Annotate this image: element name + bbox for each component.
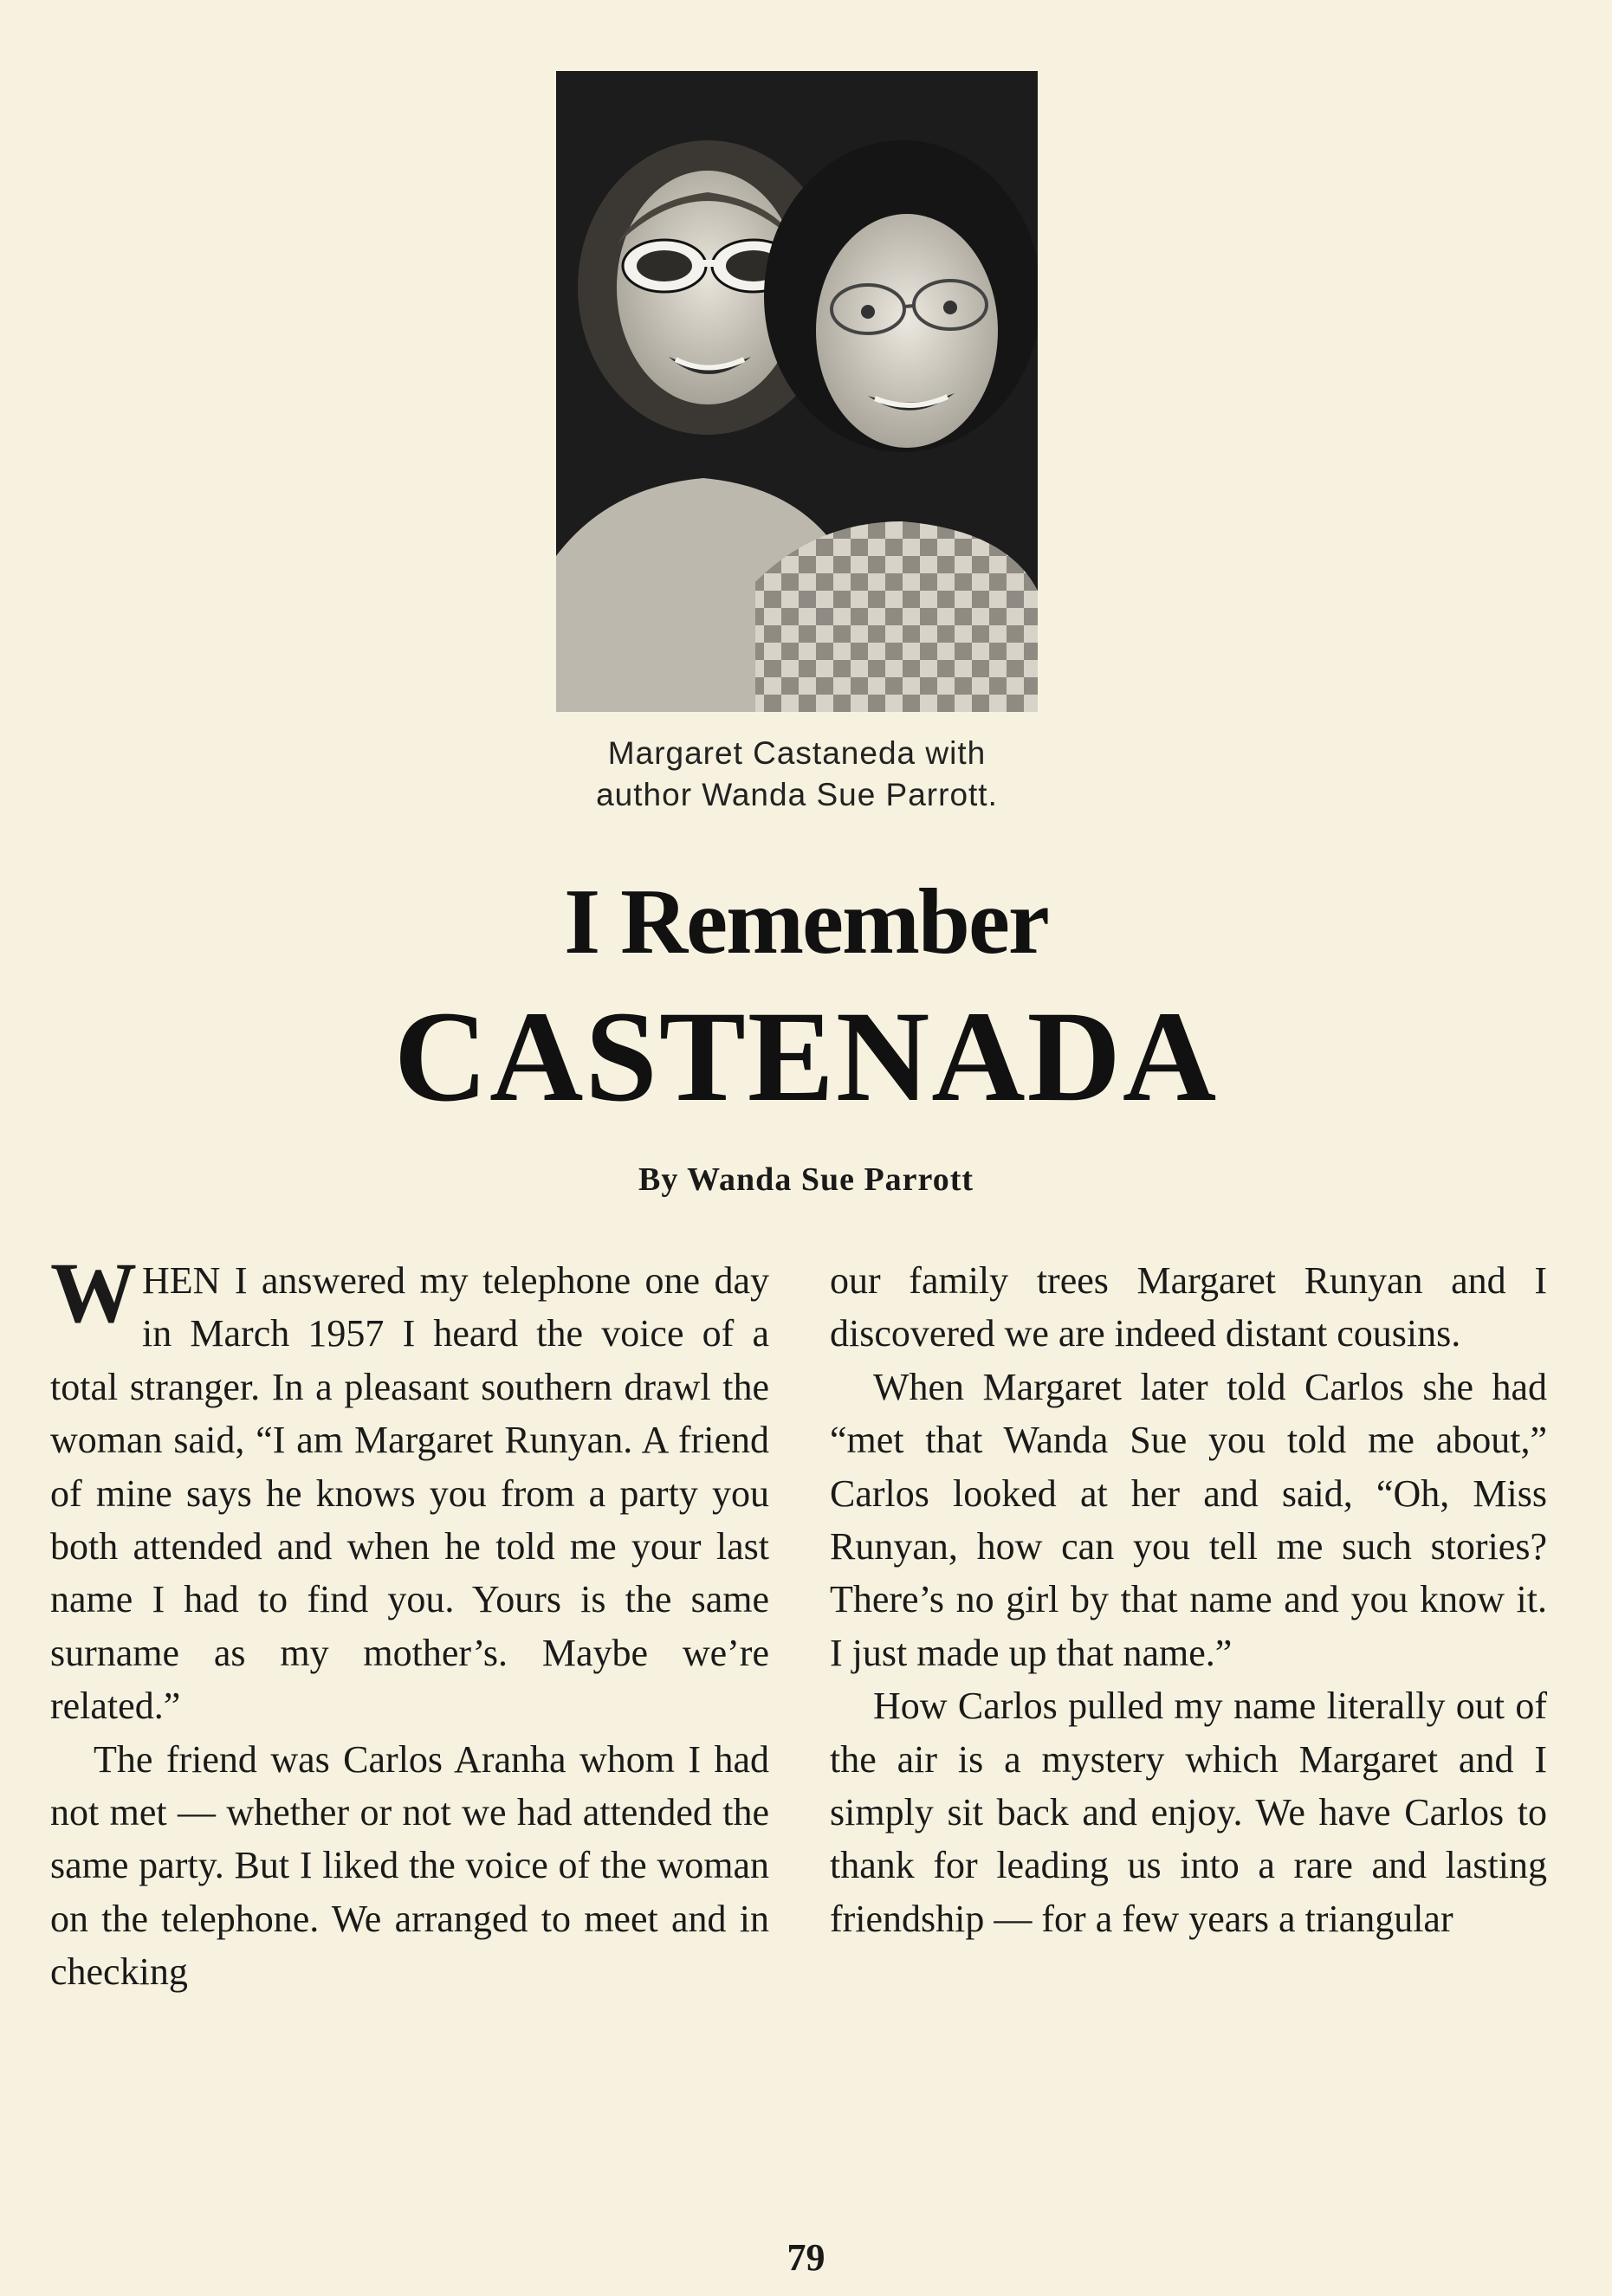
paragraph: The friend was Carlos Aranha whom I had not met — whether or not we had attended the same party. But I liked the voice of the woman on the telephone. We arranged to meet and in checking bbox=[50, 1737, 769, 1994]
author-photo bbox=[556, 71, 1038, 712]
caption-line-1: Margaret Castaneda with bbox=[607, 735, 987, 771]
article-title-line-1: I Remember bbox=[564, 870, 1048, 973]
article-title-line-2: CASTENADA bbox=[393, 985, 1219, 1129]
photo-caption bbox=[485, 733, 1109, 816]
paragraph: When Margaret later told Carlos she had “met that Wanda Sue you told me about,” Carlos looked at her and said, “Oh, Miss Runyan, how can you tell me such stories? There’s no girl by that name and you know it. I just made up that name.” bbox=[830, 1365, 1547, 1674]
byline: By Wanda Sue Parrott bbox=[638, 1161, 974, 1198]
page-number: 79 bbox=[787, 2236, 825, 2279]
paragraph bbox=[50, 1245, 769, 1733]
paragraph-text: HEN I answered my telephone one day in March 1957 I heard the voice of a total stranger. In a pleasant southern drawl the woman said, “I am Margaret Runyan. A friend of mine says he knows you from a party you both attended and when he told me your last name I had to find you. Yours is the same surname as my mother’s. Maybe we’re related.” bbox=[50, 1259, 769, 1728]
paragraph: How Carlos pulled my name literally out of the air is a mystery which Margaret and I simply sit back and enjoy. We have Carlos to thank for leading us into a rare and lasting friendship — for a few years a triangular bbox=[830, 1685, 1547, 1940]
photo-image bbox=[556, 71, 1038, 712]
article-column-left bbox=[50, 1245, 769, 1999]
paragraph: our family trees Margaret Runyan and I discovered we are indeed distant cousins. bbox=[830, 1259, 1547, 1355]
article-column-right bbox=[830, 1254, 1547, 1945]
caption-line-2: author Wanda Sue Parrott. bbox=[596, 777, 998, 812]
drop-cap: W bbox=[50, 1245, 137, 1341]
